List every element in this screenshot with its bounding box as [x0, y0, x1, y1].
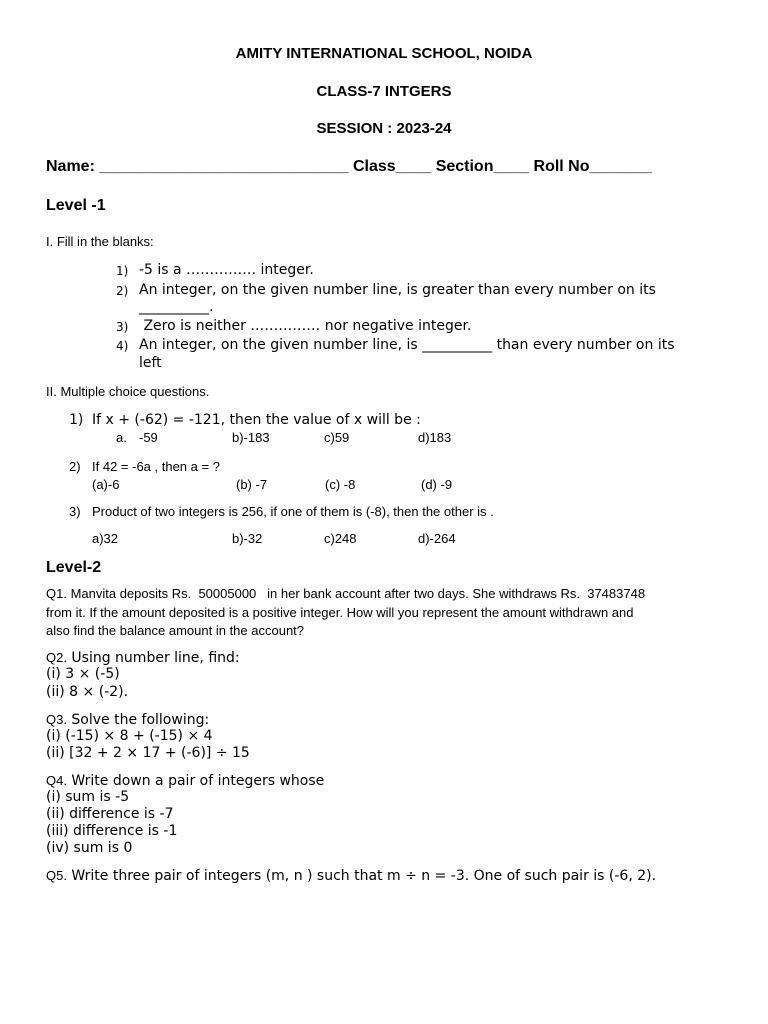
mcq-2-option-d: (d) -9 [421, 477, 453, 492]
q3-label: Q3. [46, 712, 67, 727]
fill-blanks-heading: I. Fill in the blanks: [46, 234, 154, 249]
mcq-1-number: 1) [69, 412, 84, 428]
mcq-3-number: 3) [69, 504, 81, 519]
q5-question [46, 867, 656, 885]
q1-line-3: also find the balance amount in the account? [46, 623, 305, 638]
mcq-1-option-b: b)-183 [232, 430, 270, 445]
list-item: An integer, on the given number line, is greater than every number on its [139, 282, 656, 298]
q3-part-ii: (ii) [32 + 2 × 17 + (-6)] ÷ 15 [46, 745, 250, 761]
q4-part-ii: (ii) difference is -7 [46, 806, 174, 822]
mcq-1-question: If x + (-62) = -121, then the value of x will be : [92, 412, 421, 428]
q4-label: Q4. [46, 773, 67, 788]
mcq-2-option-b: (b) -7 [236, 477, 268, 492]
class-title: CLASS-7 INTGERS [316, 83, 452, 100]
q4-part-i: (i) sum is -5 [46, 789, 130, 805]
mcq-3-option-c: c)248 [324, 531, 357, 546]
mcq-1-option-d: d)183 [418, 430, 452, 445]
mcq-3-question: Product of two integers is 256, if one of them is (-8), then the other is . [92, 504, 494, 519]
q4-part-iii: (iii) difference is -1 [46, 823, 178, 839]
list-item: -5 is a …………… integer. [139, 262, 314, 278]
mcq-3-option-a: a)32 [92, 531, 119, 546]
q4-text: Write down a pair of integers whose [66, 773, 325, 789]
q1-line-1: Q1. Manvita deposits Rs. 50005000 in her bank account after two days. She withdraws Rs. 37483748 [46, 586, 646, 601]
q1-line-2: from it. If the amount deposited is a positive integer. How will you represent the amount withdrawn and [46, 605, 634, 620]
list-item-number: 1) [116, 264, 129, 278]
mcq-2-question: If 42 = -6a , then a = ? [92, 459, 220, 474]
list-item: An integer, on the given number line, is __________ than every number on its [139, 337, 675, 353]
list-item-continuation: left [139, 355, 162, 371]
mcq-heading: II. Multiple choice questions. [46, 384, 210, 399]
mcq-1-option-c: c)59 [324, 430, 350, 445]
school-name: AMITY INTERNATIONAL SCHOOL, NOIDA [235, 45, 533, 62]
mcq-2-option-c: (c) -8 [325, 477, 356, 492]
q2-part-i: (i) 3 × (-5) [46, 666, 120, 682]
mcq-3-option-b: b)-32 [232, 531, 263, 546]
list-item-continuation: __________. [139, 299, 214, 315]
q5-text: Write three pair of integers (m, n ) such that m ÷ n = -3. One of such pair is (-6, 2). [66, 868, 657, 884]
q2-part-ii: (ii) 8 × (-2). [46, 684, 129, 700]
list-item: Zero is neither …………… nor negative integer. [139, 318, 472, 334]
session-label: SESSION : 2023-24 [316, 120, 452, 137]
mcq-1-option-marker: a. [116, 430, 127, 445]
mcq-3-option-d: d)-264 [418, 531, 456, 546]
student-details-line: Name: ____________________________ Class____ Section____ Roll No_______ [46, 158, 652, 175]
q2-label: Q2. [46, 650, 67, 665]
list-item-number: 3) [116, 320, 129, 334]
q4-part-iv: (iv) sum is 0 [46, 840, 133, 856]
q4-heading [46, 772, 324, 790]
mcq-2-option-a: (a)-6 [92, 477, 120, 492]
level-2-title: Level-2 [46, 559, 102, 576]
q3-part-i: (i) (-15) × 8 + (-15) × 4 [46, 728, 213, 744]
list-item-number: 4) [116, 339, 129, 353]
q2-text: Using number line, find: [66, 650, 240, 666]
q5-label: Q5. [46, 868, 67, 883]
q3-text: Solve the following: [66, 712, 210, 728]
mcq-2-number: 2) [69, 459, 81, 474]
q3-heading [46, 711, 209, 729]
q2-heading [46, 649, 240, 667]
level-1-title: Level -1 [46, 197, 106, 214]
mcq-1-option-a: -59 [139, 430, 158, 445]
list-item-number: 2) [116, 284, 129, 298]
